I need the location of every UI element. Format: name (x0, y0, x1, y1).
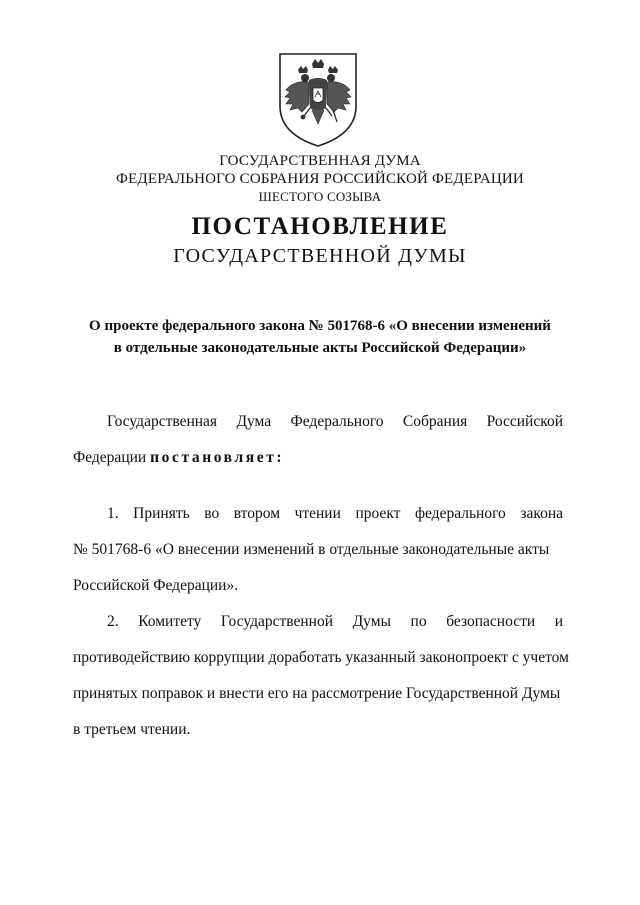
word: 2. Комитету (107, 613, 202, 630)
word: 1. Принять (107, 505, 190, 522)
word: Федерального (290, 413, 384, 430)
convocation: ШЕСТОГО СОЗЫВА (258, 189, 382, 204)
word: федерального (414, 505, 506, 522)
item1-line-2: № 501768-6 «О внесении изменений в отдельные законодательные акты (73, 541, 550, 558)
word: Дума (236, 413, 272, 430)
word: Государственной (220, 613, 334, 630)
word: по (410, 613, 427, 630)
word: Государственная (107, 413, 218, 430)
subject-line-2: в отдельные законодательные акты Российской Федерации» (113, 340, 527, 356)
item1-line-3: Российской Федерации». (73, 577, 239, 594)
preamble-line-2 (73, 449, 563, 467)
item2-line-2: противодействию коррупции доработать указанный законопроект с учетом (73, 649, 569, 666)
word: безопасности (446, 613, 536, 630)
item2-line-4: в третьем чтении. (73, 721, 191, 738)
word: Российской (486, 413, 564, 430)
organization-name: ГОСУДАРСТВЕННАЯ ДУМА (219, 153, 421, 169)
item2-line-1 (107, 613, 563, 631)
word: втором (233, 505, 281, 522)
document-type-title: ПОСТАНОВЛЕНИЕ (191, 213, 449, 240)
word: во (204, 505, 220, 522)
organization-parent: ФЕДЕРАЛЬНОГО СОБРАНИЯ РОССИЙСКОЙ ФЕДЕРАЦИИ (116, 171, 524, 187)
coat-of-arms-emblem (276, 50, 360, 150)
subject-line-1: О проекте федерального закона № 501768-6 «О внесении изменений (89, 318, 551, 334)
preamble-line-1 (107, 413, 563, 431)
word: Думы (352, 613, 391, 630)
word: закона (520, 505, 564, 522)
document-issuer: ГОСУДАРСТВЕННОЙ ДУМЫ (173, 245, 467, 267)
preamble-action: постановляет: (150, 449, 285, 466)
word: проект (355, 505, 401, 522)
item2-line-3: принятых поправок и внести его на рассмотрение Государственной Думы (73, 685, 561, 702)
word: и (554, 613, 564, 630)
preamble-subject: Федерации (73, 449, 147, 466)
word: Собрания (402, 413, 468, 430)
item1-line-1 (107, 505, 563, 523)
double-headed-eagle-icon (276, 50, 360, 150)
word: чтении (294, 505, 341, 522)
